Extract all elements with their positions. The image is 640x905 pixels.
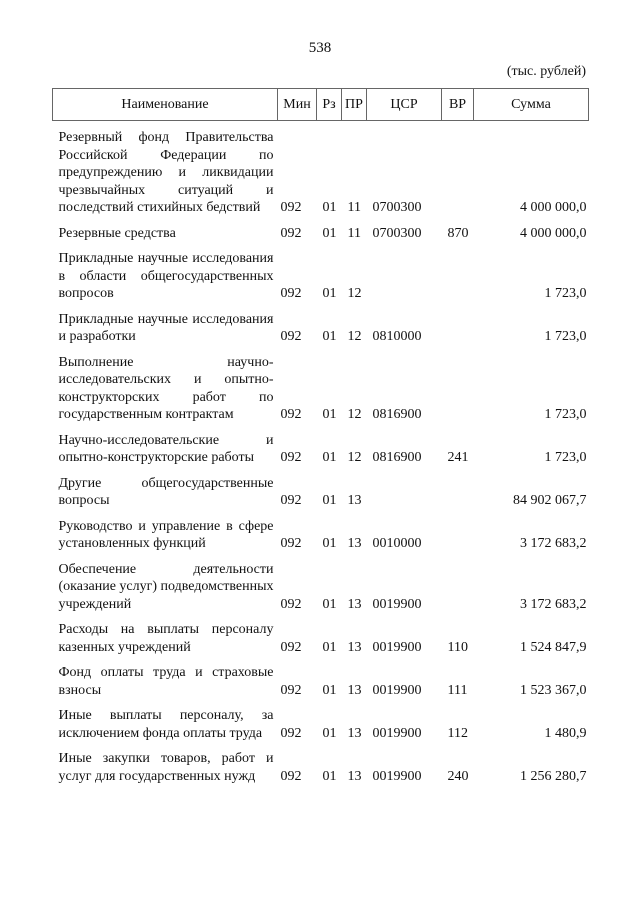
row-vr: 240 <box>447 768 469 784</box>
row-name: Выполнение научно-исследовательских и опытно-конструкторских работ по государственным контрактам <box>58 354 274 422</box>
row-rz: 01 <box>322 493 337 508</box>
table-row <box>53 656 589 699</box>
header-csr: ЦСР <box>367 89 442 121</box>
row-pr: 13 <box>347 596 362 612</box>
row-pr: 12 <box>347 407 362 422</box>
table-row <box>53 121 589 217</box>
row-pr: 13 <box>347 536 362 551</box>
row-name: Резервные средства <box>58 225 176 241</box>
row-rz: 01 <box>322 450 337 465</box>
row-name: Резервный фонд Правительства Российской Федерации по предупреждению и ликвидации чрезвычайных ситуаций и последствий стихийных бедствий <box>58 130 274 215</box>
row-min: 092 <box>280 493 302 508</box>
row-csr: 0010000 <box>372 536 422 551</box>
row-sum: 1 723,0 <box>544 286 587 301</box>
row-sum: 1 723,0 <box>544 329 587 344</box>
row-pr: 13 <box>347 682 362 698</box>
row-csr: 0816900 <box>372 450 422 465</box>
row-name: Расходы на выплаты персоналу казенных учреждений <box>58 622 274 655</box>
row-csr: 0019900 <box>372 639 422 655</box>
table-row <box>53 613 589 656</box>
row-vr <box>442 467 474 510</box>
header-min: Мин <box>278 89 317 121</box>
header-vr: ВР <box>442 89 474 121</box>
row-name: Прикладные научные исследования в области общегосударственных вопросов <box>58 251 274 301</box>
row-sum: 1 480,9 <box>544 725 587 741</box>
row-csr: 0816900 <box>372 407 422 422</box>
row-vr: 112 <box>447 725 468 741</box>
row-sum: 1 523 367,0 <box>520 682 587 698</box>
row-sum: 3 172 683,2 <box>520 596 587 612</box>
row-csr: 0700300 <box>372 200 422 215</box>
row-sum: 1 256 280,7 <box>520 768 587 784</box>
header-rz: Рз <box>317 89 342 121</box>
table-row <box>53 742 589 785</box>
table-row <box>53 510 589 553</box>
row-sum: 1 524 847,9 <box>520 639 587 655</box>
row-rz: 01 <box>322 639 337 655</box>
row-vr <box>442 553 474 614</box>
header-name: Наименование <box>53 89 278 121</box>
row-name: Руководство и управление в сфере установленных функций <box>58 518 274 551</box>
row-min: 092 <box>280 407 302 422</box>
row-csr <box>367 467 442 510</box>
row-name: Обеспечение деятельности (оказание услуг) подведомственных учреждений <box>58 561 274 612</box>
row-sum: 4 000 000,0 <box>520 200 587 215</box>
row-name: Прикладные научные исследования и разработки <box>58 311 274 344</box>
row-name: Другие общегосударственные вопросы <box>58 475 274 508</box>
row-min: 092 <box>280 639 302 655</box>
row-sum: 4 000 000,0 <box>520 225 587 241</box>
row-vr: 870 <box>447 225 469 241</box>
row-pr: 11 <box>347 225 361 241</box>
row-name: Научно-исследовательские и опытно-конструкторские работы <box>58 432 274 465</box>
row-name: Иные закупки товаров, работ и услуг для государственных нужд <box>58 751 274 784</box>
row-csr: 0019900 <box>372 725 422 741</box>
row-vr <box>442 346 474 424</box>
row-vr <box>442 303 474 346</box>
row-rz: 01 <box>322 768 337 784</box>
row-vr <box>442 242 474 303</box>
row-csr: 0810000 <box>372 329 422 344</box>
row-rz: 01 <box>322 286 337 301</box>
row-rz: 01 <box>322 536 337 551</box>
row-min: 092 <box>280 536 302 551</box>
row-min: 092 <box>280 596 302 612</box>
table-row <box>53 699 589 742</box>
row-vr: 241 <box>447 450 469 465</box>
row-rz: 01 <box>322 407 337 422</box>
row-csr <box>367 242 442 303</box>
row-vr <box>442 510 474 553</box>
row-csr: 0019900 <box>372 596 422 612</box>
row-pr: 13 <box>347 639 362 655</box>
header-sum: Сумма <box>474 89 589 121</box>
row-rz: 01 <box>322 200 337 215</box>
table-row <box>53 467 589 510</box>
units-label: (тыс. рублей) <box>506 64 586 79</box>
table-row <box>53 217 589 243</box>
row-rz: 01 <box>322 725 337 741</box>
table-row <box>53 242 589 303</box>
table-row <box>53 303 589 346</box>
row-min: 092 <box>280 225 302 241</box>
row-min: 092 <box>280 682 302 698</box>
row-sum: 3 172 683,2 <box>520 536 587 551</box>
page-number: 538 <box>308 40 332 56</box>
row-rz: 01 <box>322 682 337 698</box>
row-pr: 13 <box>347 725 362 741</box>
row-vr: 110 <box>447 639 468 655</box>
table-row <box>53 553 589 614</box>
row-sum: 1 723,0 <box>544 450 587 465</box>
header-pr: ПР <box>342 89 367 121</box>
row-min: 092 <box>280 286 302 301</box>
budget-table <box>52 88 589 785</box>
row-min: 092 <box>280 768 302 784</box>
row-pr: 13 <box>347 768 362 784</box>
row-pr: 13 <box>347 493 362 508</box>
row-vr <box>442 121 474 217</box>
row-name: Иные выплаты персоналу, за исключением фонда оплаты труда <box>58 708 274 741</box>
row-pr: 12 <box>347 286 362 301</box>
row-rz: 01 <box>322 225 337 241</box>
row-min: 092 <box>280 725 302 741</box>
row-csr: 0019900 <box>372 682 422 698</box>
row-min: 092 <box>280 450 302 465</box>
row-csr: 0700300 <box>372 225 422 241</box>
row-pr: 12 <box>347 450 362 465</box>
table-row <box>53 346 589 424</box>
row-vr: 111 <box>447 682 468 698</box>
row-min: 092 <box>280 329 302 344</box>
table-header <box>53 89 589 121</box>
row-pr: 11 <box>347 200 361 215</box>
table-row <box>53 424 589 467</box>
row-pr: 12 <box>347 329 362 344</box>
row-name: Фонд оплаты труда и страховые взносы <box>58 665 274 698</box>
row-min: 092 <box>280 200 302 215</box>
row-rz: 01 <box>322 596 337 612</box>
row-csr: 0019900 <box>372 768 422 784</box>
row-sum: 84 902 067,7 <box>513 493 587 508</box>
row-rz: 01 <box>322 329 337 344</box>
row-sum: 1 723,0 <box>544 407 587 422</box>
